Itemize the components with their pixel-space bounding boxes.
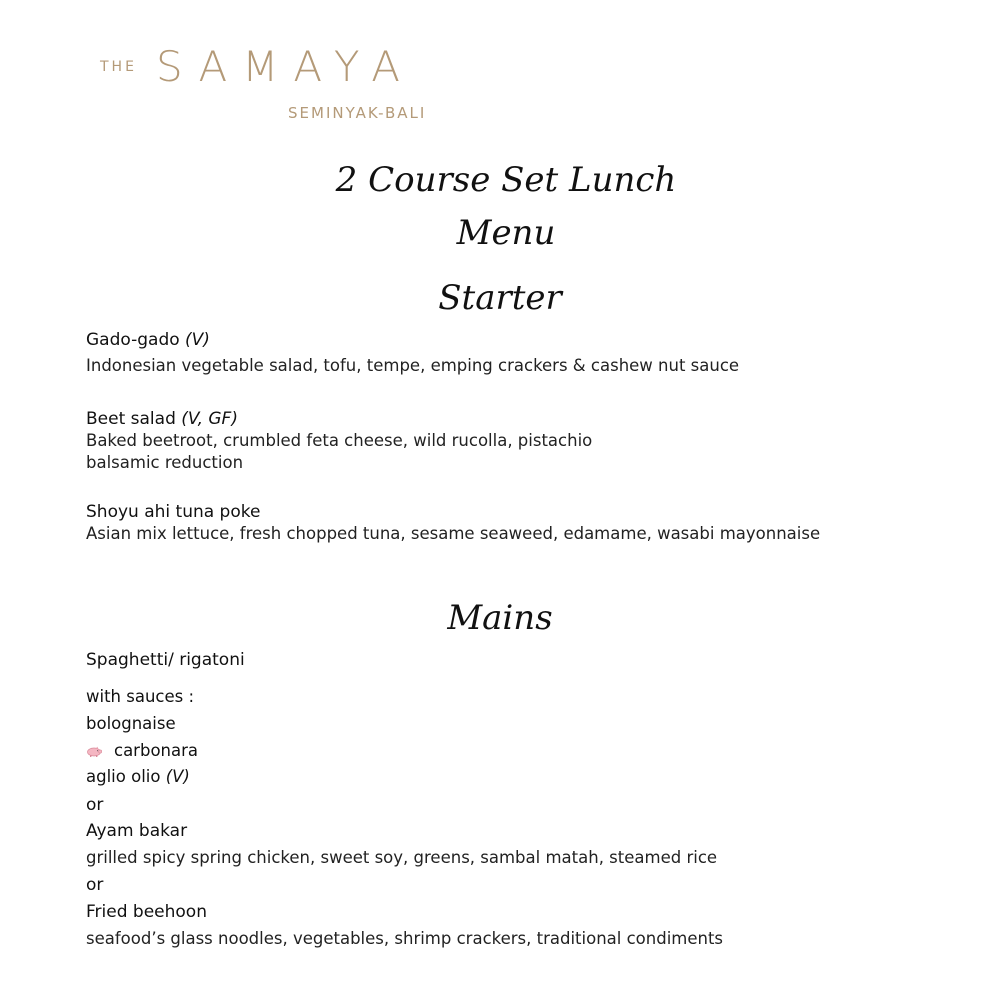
starter-item-desc: Indonesian vegetable salad, tofu, tempe, emping crackers & cashew nut sauce	[86, 356, 740, 375]
mains-item-desc: seafood’s glass noodles, vegetables, shrimp crackers, traditional condiments	[86, 929, 724, 948]
diet-tag: (V, GF)	[181, 409, 238, 429]
logo-subtitle: SEMINYAK-BALI	[288, 104, 427, 122]
logo-the: THE	[100, 59, 137, 75]
starter-item-desc: Asian mix lettuce, fresh chopped tuna, sesame seaweed, edamame, wasabi mayonnaise	[86, 524, 821, 543]
starter-heading: Starter	[438, 278, 562, 318]
menu-subtitle: Menu	[456, 213, 556, 253]
samaya-logo	[100, 42, 460, 124]
item-name: Gado-gado	[86, 330, 180, 350]
menu-title: 2 Course Set Lunch	[335, 160, 677, 200]
item-name: Beet salad	[86, 409, 176, 429]
or-separator: or	[86, 875, 104, 895]
diet-tag: (V)	[165, 767, 190, 786]
mains-heading: Mains	[447, 598, 553, 638]
mains-item-name: Fried beehoon	[86, 902, 207, 922]
mains-item-name: Ayam bakar	[86, 821, 188, 841]
starter-item-name: Shoyu ahi tuna poke	[86, 502, 261, 522]
logo-name: SAMAYA	[156, 42, 416, 91]
sauce-item	[86, 740, 198, 762]
or-separator: or	[86, 795, 104, 815]
diet-tag: (V)	[185, 330, 210, 350]
sauce-item	[86, 766, 190, 788]
mains-item-desc: grilled spicy spring chicken, sweet soy, greens, sambal matah, steamed rice	[86, 848, 718, 867]
sauce-item: bolognaise	[86, 714, 176, 733]
pig-icon	[86, 746, 102, 757]
sauce-name: carbonara	[114, 741, 198, 760]
sauce-name: aglio olio	[86, 767, 161, 786]
starter-item-desc: Baked beetroot, crumbled feta cheese, wild rucolla, pistachio	[86, 431, 593, 450]
starter-item-name	[86, 408, 238, 430]
starter-item-name	[86, 329, 210, 351]
starter-item-desc: balsamic reduction	[86, 453, 244, 472]
mains-item-name: Spaghetti/ rigatoni	[86, 650, 245, 670]
sauces-label: with sauces :	[86, 687, 195, 706]
